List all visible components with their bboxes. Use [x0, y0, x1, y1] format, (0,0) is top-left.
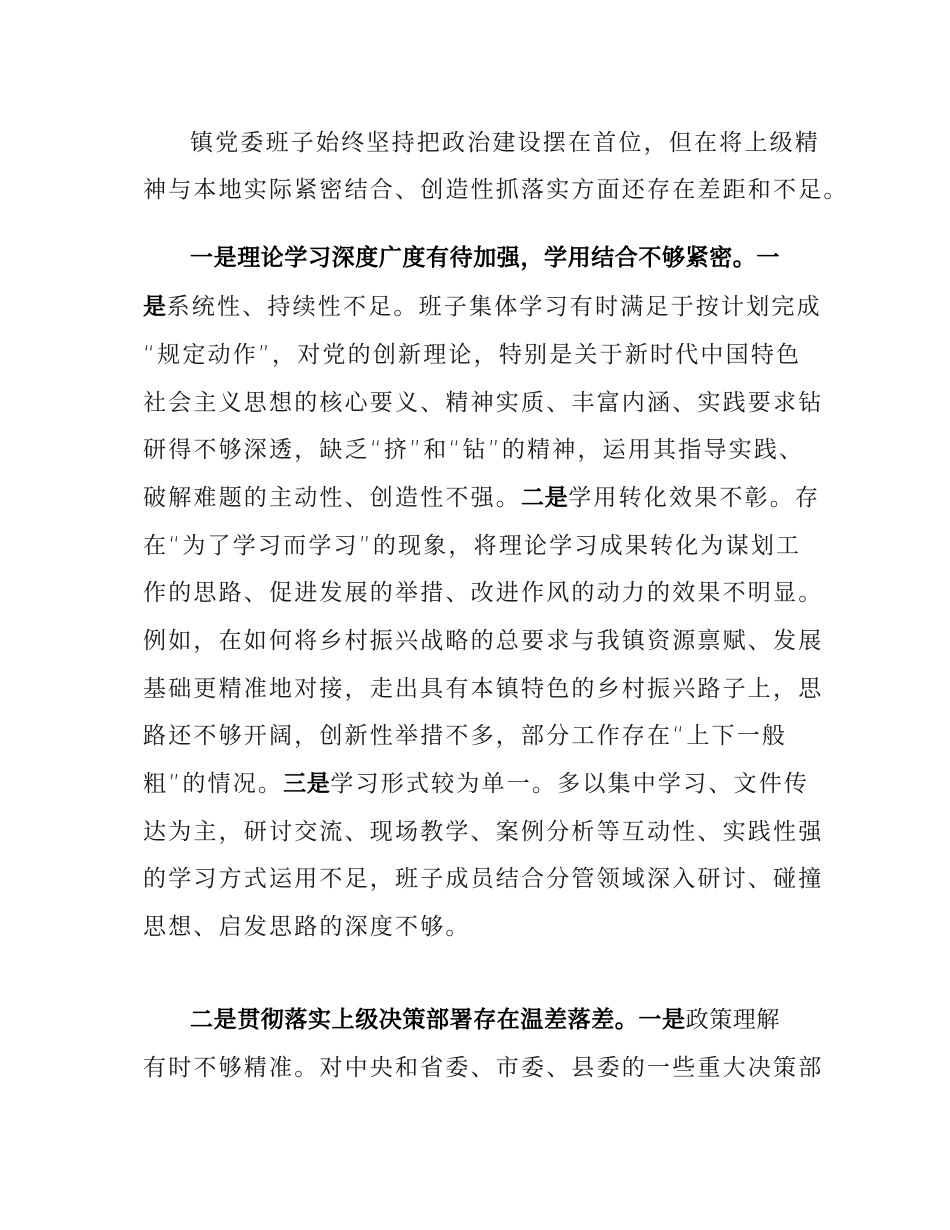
text-run: 达为主，研讨交流、现场教学、案例分析等互动性、实践性强: [143, 819, 824, 845]
text-run: “规定动作”，对党的创新理论，特别是关于新时代中国特色: [143, 342, 802, 368]
text-run: 作的思路、促进发展的举措、改进作风的动力的效果不明显。: [143, 580, 824, 606]
paragraph-2-line-13: [143, 817, 823, 847]
text-run: 社会主义思想的核心要义、精神实质、丰富内涵、实践要求钻: [143, 390, 824, 416]
paragraph-2-line-2: [143, 292, 823, 322]
section-heading: 二是贯彻落实上级决策部署存在温差落差。一是: [190, 1007, 686, 1033]
paragraph-2-line-11: [143, 721, 823, 751]
text-run: 政策理解: [685, 1007, 781, 1033]
bold-marker: 是: [143, 294, 167, 320]
paragraph-2-heading-line: [190, 243, 823, 273]
text-run: 系统性、持续性不足。班子集体学习有时满足于按计划完成: [166, 294, 822, 320]
paragraph-2-line-3: [143, 340, 823, 370]
bold-marker: 二是: [521, 485, 569, 511]
section-heading: 一是理论学习深度广度有待加强，学用结合不够紧密。一: [190, 245, 780, 271]
paragraph-1-line-2: [143, 175, 849, 205]
paragraph-2-line-8: [143, 578, 823, 608]
text-run: 学习形式较为单一。多以集中学习、文件传: [330, 771, 810, 797]
text-run: 在“为了学习而学习”的现象，将理论学习成果转化为谋划工: [143, 533, 802, 559]
paragraph-2-line-14: [143, 864, 823, 894]
paragraph-2-line-9: [143, 626, 823, 656]
text-run: 神与本地实际紧密结合、创造性抓落实方面还存在差距和不足。: [143, 177, 849, 203]
paragraph-2-line-6: [143, 483, 823, 513]
paragraph-3-heading-line: [190, 1005, 823, 1035]
text-run: 路还不够开阔，创新性举措不多，部分工作存在“上下一般: [143, 723, 788, 749]
paragraph-2-line-5: [143, 435, 823, 465]
text-run: 思想、启发思路的深度不够。: [143, 914, 471, 940]
text-run: 基础更精准地对接，走出具有本镇特色的乡村振兴路子上，思: [143, 676, 824, 702]
paragraph-2-line-10: [143, 674, 823, 704]
bold-marker: 三是: [283, 771, 331, 797]
text-run: 研得不够深透，缺乏“挤”和“钻”的精神，运用其指导实践、: [143, 437, 805, 463]
text-run: 例如，在如何将乡村振兴战略的总要求与我镇资源禀赋、发展: [143, 628, 824, 654]
text-run: 镇党委班子始终坚持把政治建设摆在首位，但在将上级精: [190, 130, 820, 156]
paragraph-2-line-15: [143, 912, 823, 942]
paragraph-1-line-1: [190, 128, 823, 158]
paragraph-2-line-4: [143, 388, 823, 418]
text-run: 学用转化效果不彰。存: [568, 485, 821, 511]
text-run: 有时不够精准。对中央和省委、市委、县委的一些重大决策部: [143, 1055, 824, 1081]
paragraph-2-line-7: [143, 531, 823, 561]
paragraph-3-line-2: [143, 1053, 823, 1083]
text-run: 的学习方式运用不足，班子成员结合分管领域深入研讨、碰撞: [143, 866, 824, 892]
text-run: 粗”的情况。: [143, 771, 284, 797]
text-run: 破解难题的主动性、创造性不强。: [143, 485, 521, 511]
paragraph-2-line-12: [143, 769, 823, 799]
